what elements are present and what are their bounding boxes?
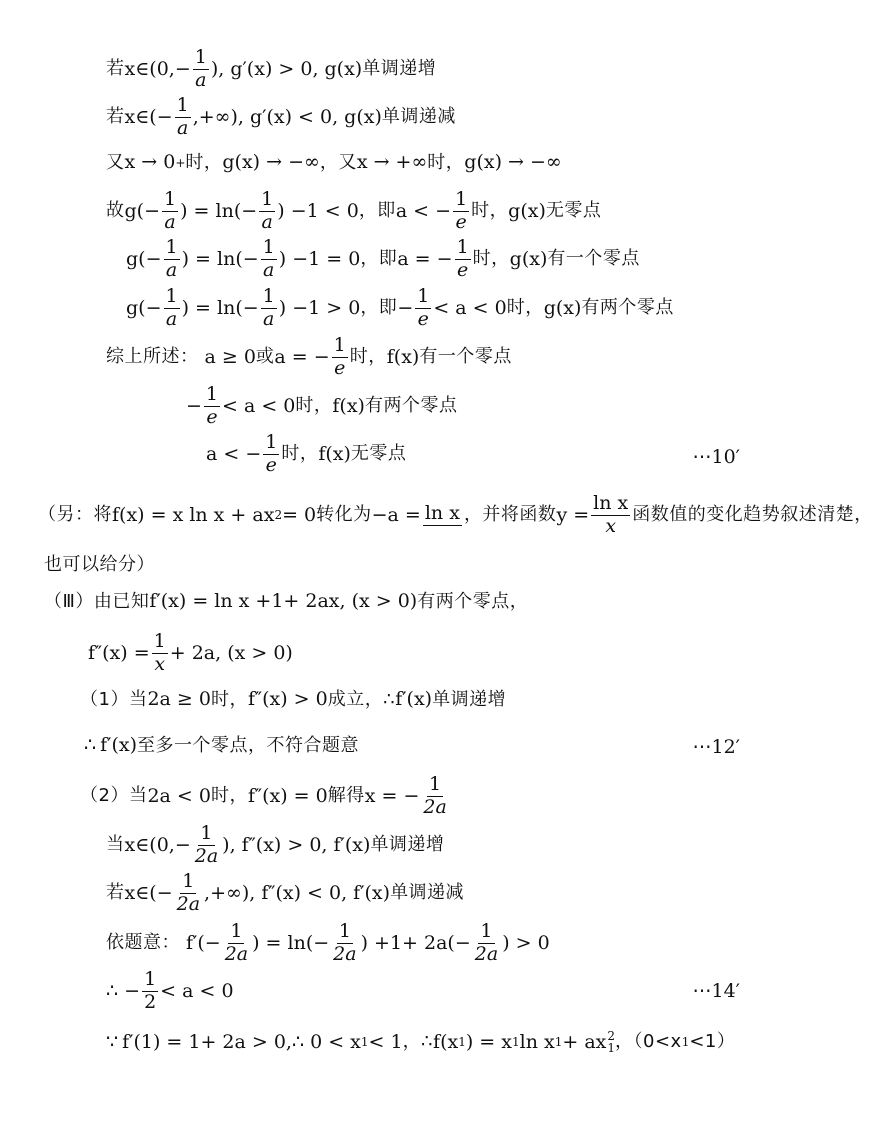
line-10: （另：将 f(x) = x ln x + ax 2 = 0 转化为 −a = ln x ，并将函数 y = $\frac{\text{ln x}}{x}$ 函数值的变化趋势叙述清楚， [38,492,873,537]
line-2: 若 x∈(− $\frac{1}{a}$ ,+∞), g′(x) < 0, g(x) 单调递减 [106,94,456,139]
line-18: 若 x∈(− $\frac{1}{2a}$ ,+∞), f″(x) < 0, f′(x) 单调递减 [106,870,465,915]
fraction: $\frac{1}{e}$ [205,383,219,428]
fraction: $\frac{1}{2a}$ [194,822,219,867]
score-mark: ⋯12′ [692,736,740,758]
fraction: $\frac{1}{a}$ [262,285,275,330]
line-1: 若 x∈(0,− $\frac{1}{a}$ ), g′(x) > 0, g(x) 单调递增 [106,46,437,91]
fraction: $\frac{1}{a}$ [261,188,274,233]
fraction: $\frac{1}{2a}$ [333,920,357,965]
line-19: 依题意： f′(− $\frac{1}{2a}$ ) = ln(− $\frac{1}{2a}$ ) +1+ 2a(− $\frac{1}{2a}$ ) > 0 [106,920,550,965]
line-12: （Ⅲ）由已知 f′(x) = ln x +1+ 2ax, (x > 0) 有两个零点， [44,590,529,612]
line-4: 故 g(− $\frac{1}{a}$ ) = ln(− $\frac{1}{a}$ ) −1 < 0 ，即 a < − $\frac{1}{e}$ 时， g(x) 无零点 [106,188,602,233]
fraction: $\frac{1}{e}$ [265,431,278,476]
line-15: ∴ f′(x) 至多一个零点，不符合题意 [84,734,359,756]
fraction: ln x [424,501,460,524]
fraction: $\frac{1}{a}$ [262,236,275,281]
line-7: 综上所述： a ≥ 0 或 a = − $\frac{1}{e}$ 时， f(x) 有一个零点 [106,334,512,379]
line-13: f″(x) = $\frac{1}{x}$ + 2a, (x > 0) [88,630,293,675]
fraction: $\frac{1}{e}$ [456,236,469,281]
score-mark: ⋯10′ [692,446,740,468]
fraction: $\frac{1}{2a}$ [423,773,447,818]
line-6: g(− $\frac{1}{a}$ ) = ln(− $\frac{1}{a}$ ) −1 > 0 ，即 − $\frac{1}{e}$ < a < 0 时， g(x) 有两个零点 [126,285,674,330]
fraction: $\frac{1}{2a}$ [224,920,249,965]
fraction: $\frac{1}{e}$ [333,334,346,379]
line-20: ∴ − $\frac{1}{2}$ < a < 0 [106,968,234,1013]
fraction: $\frac{1}{a}$ [164,188,177,233]
line-14: （1）当 2a ≥ 0 时， f″(x) > 0 成立，∴ f′(x) 单调递增 [80,688,507,710]
fraction: $\frac{1}{e}$ [417,285,430,330]
fraction: $\frac{\text{ln x}}{x}$ [593,492,629,537]
fraction: $\frac{1}{x}$ [153,630,166,675]
fraction: $\frac{1}{2a}$ [176,870,201,915]
line-11: 也可以给分） [44,554,155,575]
fraction: $\frac{1}{a}$ [194,46,207,91]
line-21: ∵ f′(1) = 1+ 2a > 0 ,∴ 0 < x 1 < 1 ，∴ f(x 1 ) = x 1 ln x 1 + ax 2 1 ，（0<x 1 <1） [106,1029,736,1055]
line-9: a < − $\frac{1}{e}$ 时， f(x) 无零点 [206,431,407,476]
line-8: − $\frac{1}{e}$ < a < 0 时， f(x) 有两个零点 [186,383,458,428]
line-5: g(− $\frac{1}{a}$ ) = ln(− $\frac{1}{a}$ ) −1 = 0 ，即 a = − $\frac{1}{e}$ 时， g(x) 有一个零点 [126,236,640,281]
fraction: $\frac{1}{2}$ [144,968,157,1013]
fraction: $\frac{1}{a}$ [165,236,178,281]
fraction: $\frac{1}{a}$ [176,94,189,139]
line-16: （2）当 2a < 0 时， f″(x) = 0 解得 x = − $\frac{1}{2a}$ [80,773,447,818]
fraction: $\frac{1}{a}$ [165,285,178,330]
score-mark: ⋯14′ [692,980,740,1002]
fraction: $\frac{1}{e}$ [455,188,468,233]
fraction: $\frac{1}{2a}$ [474,920,499,965]
line-3: 又 x → 0 + 时， g(x) → −∞ ，又 x → +∞ 时， g(x) → −∞ [106,151,562,173]
line-17: 当 x∈(0,− $\frac{1}{2a}$ ), f″(x) > 0, f′(x) 单调递增 [106,822,445,867]
